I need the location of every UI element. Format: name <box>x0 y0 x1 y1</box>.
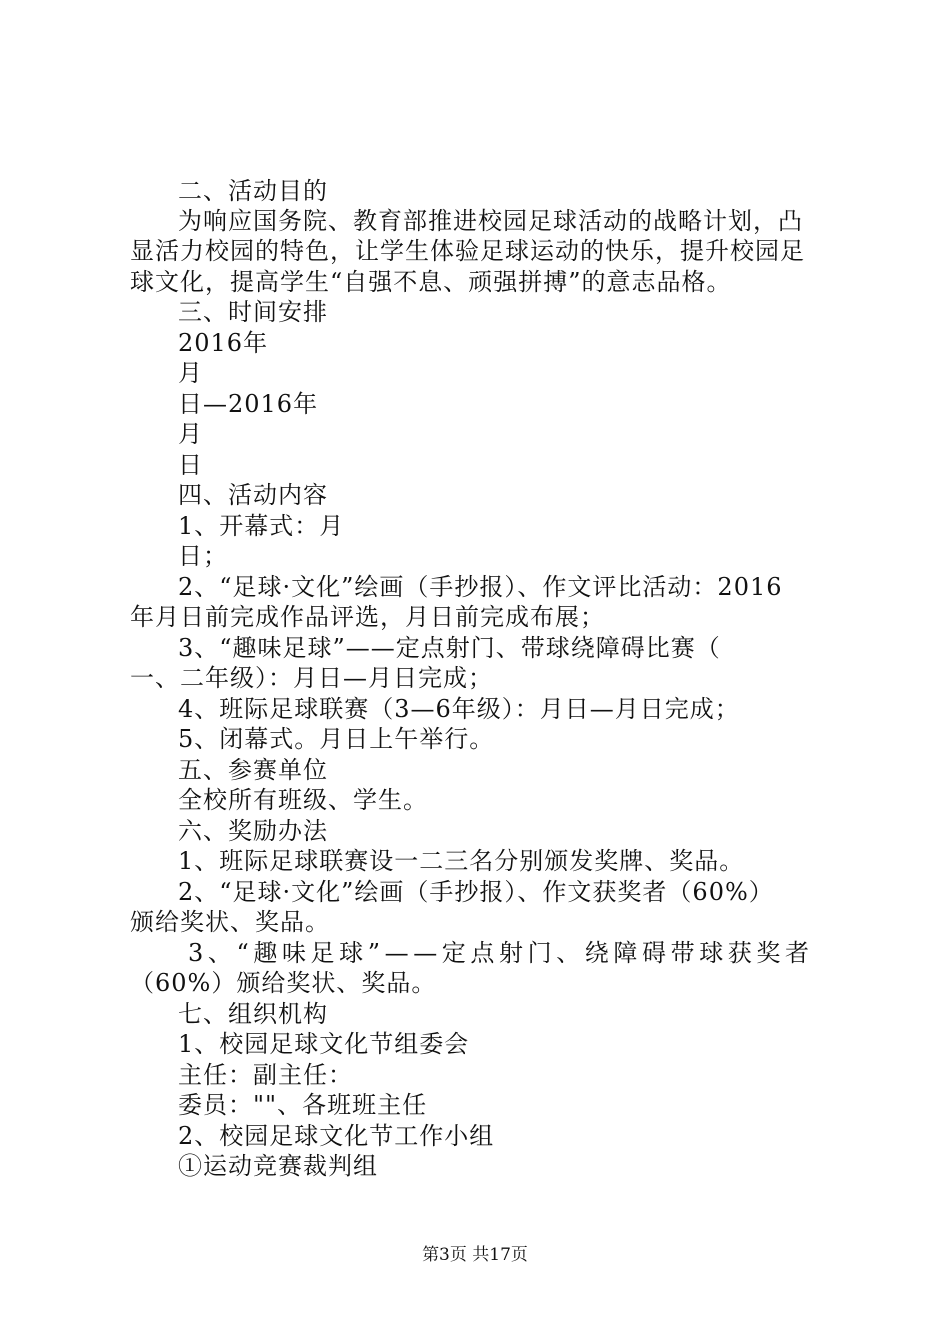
paragraph-line: 球文化，提高学生“自强不息、顽强拼搏”的意志品格。 <box>130 268 732 296</box>
page-footer: 第3页 共17页 <box>422 1245 528 1265</box>
paragraph-line: 日； <box>178 542 228 570</box>
paragraph-line: 1、校园足球文化节组委会 <box>178 1030 470 1058</box>
paragraph-line: 2、“足球·文化”绘画（手抄报）、作文获奖者（60%） <box>178 878 774 906</box>
paragraph-line: 委员：""、各班班主任 <box>178 1091 428 1119</box>
paragraph-line: 月 <box>178 359 203 387</box>
paragraph-line: 日—2016年 <box>178 390 319 418</box>
heading-participants: 五、参赛单位 <box>178 756 328 784</box>
paragraph-line: （60%）颁给奖状、奖品。 <box>130 969 437 997</box>
paragraph-line: 2、“足球·文化”绘画（手抄报）、作文评比活动：2016 <box>178 573 783 601</box>
heading-organization: 七、组织机构 <box>178 1000 328 1028</box>
paragraph-line: 3、“趣味足球”——定点射门、绕障碍带球获奖者 <box>188 939 814 967</box>
paragraph-line: 5、闭幕式。月日上午举行。 <box>178 725 495 753</box>
paragraph-line: 为响应国务院、教育部推进校园足球活动的战略计划，凸 <box>178 207 803 235</box>
heading-purpose: 二、活动目的 <box>178 177 328 205</box>
paragraph-line: 3、“趣味足球”——定点射门、带球绕障碍比赛（ <box>178 634 721 662</box>
paragraph-line: 1、班际足球联赛设一二三名分别颁发奖牌、奖品。 <box>178 847 745 875</box>
paragraph-line: ①运动竞赛裁判组 <box>178 1152 378 1180</box>
paragraph-line: 2016年 <box>178 329 269 357</box>
paragraph-line: 显活力校园的特色，让学生体验足球运动的快乐，提升校园足 <box>130 237 805 265</box>
paragraph-line: 全校所有班级、学生。 <box>178 786 428 814</box>
paragraph-line: 日 <box>178 451 203 479</box>
paragraph-line: 年月日前完成作品评选，月日前完成布展； <box>130 603 605 631</box>
paragraph-line: 主任：副主任： <box>178 1061 353 1089</box>
paragraph-line: 月 <box>178 420 203 448</box>
paragraph-line: 2、校园足球文化节工作小组 <box>178 1122 495 1150</box>
paragraph-line: 颁给奖状、奖品。 <box>130 908 330 936</box>
heading-schedule: 三、时间安排 <box>178 298 328 326</box>
paragraph-line: 1、开幕式：月 <box>178 512 345 540</box>
paragraph-line: 4、班际足球联赛（3—6年级）：月日—月日完成； <box>178 695 740 723</box>
paragraph-line: 一、二年级）：月日—月日完成； <box>130 664 493 692</box>
heading-content: 四、活动内容 <box>178 481 328 509</box>
heading-rewards: 六、奖励办法 <box>178 817 328 845</box>
